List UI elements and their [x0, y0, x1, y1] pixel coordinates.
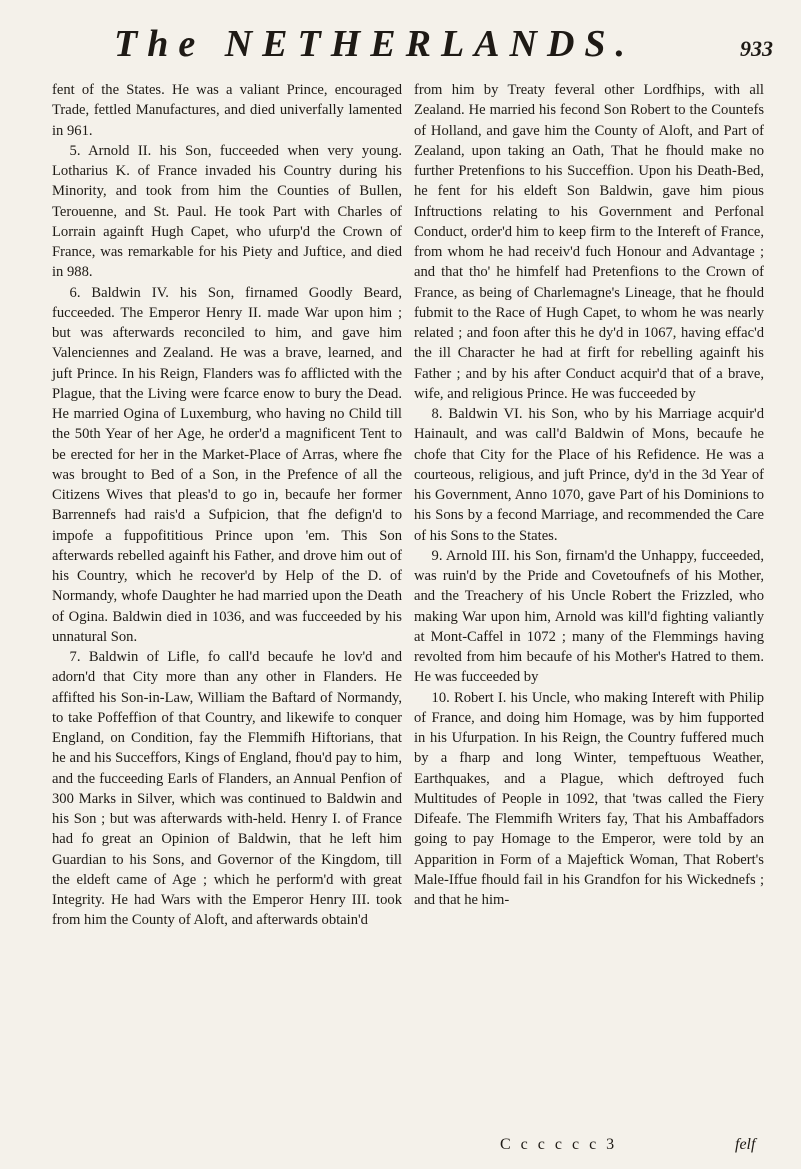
paragraph-arnold-i-end: fent of the States. He was a valiant Prince, encouraged Trade, fettled Manufactures, and died univerfally lamented in 961.	[52, 82, 402, 139]
paragraph-baldwin-lisle-cont: from him by Treaty feveral other Lordfhips, with all Zealand. He married his fecond Son Robert to the Countefs of Holland, and gave him the County of Aloft, and Part of Zealand, upon taking an Oath, That he fhould make no further Pretenfions to his Succeffion. Upon his Death-Bed, he fent for his eldeft Son Baldwin, gave him pious Inftructions relating to his Government and Perfonal Conduct, order'd him to keep firm to the Intereft of France, from whom he had receiv'd fuch Honour and Advantage ; and that tho' he himfelf had Pretenfions to the Crown of France, as being of Charlemagne's Lineage, that he fhould fubmit to the Race of Hugh Capet, to whom he was nearly related ; and foon after this he dy'd in 1067, having effac'd the ill Character he had at firft for rebelling againft his Father ; and by his after Conduct acquir'd that of a brave, wife, and religious Prince. He was fucceeded by	[414, 82, 764, 402]
paragraph-baldwin-iv: 6. Baldwin IV. his Son, firnamed Goodly Beard, fucceeded. The Emperor Henry II. made War upon him ; but was afterwards reconciled to him, and gave him Valenciennes and Zealand. He was a brave, learned, and juft Prince. In his Reign, Flanders was fo afflicted with the Plague, that the Living were fcarce enow to bury the Dead. He married Ogina of Luxemburg, who having no Child till the 50th Year of her Age, he order'd a magnificent Tent to be erected for her in the Market-Place of Arras, where fhe was brought to Bed of a Son, in the Prefence of all the Citizens Wives that pleas'd to go in, becaufe her former Barrennefs had rais'd a Sufpicion, that fhe defign'd to impofe a fuppofititious Prince upon 'em. This Son afterwards rebelled againft his Father, and drove him out of his Country, which he recover'd by Help of the D. of Normandy, whofe Daughter he had married upon the Death of Ogina. Baldwin died in 1036, and was fucceeded by his unnatural Son.	[52, 284, 402, 645]
signature-mark: C c c c c c 3	[500, 1136, 618, 1153]
page-header	[44, 22, 773, 70]
left-column	[52, 80, 402, 931]
catchword: felf	[735, 1136, 756, 1153]
paragraph-baldwin-vi: 8. Baldwin VI. his Son, who by his Marriage acquir'd Hainault, and was call'd Baldwin of Mons, becaufe he chofe that City for the Place of his Refidence. He was a courteous, religious, and juft Prince, dy'd in the 3d Year of his Government, Anno 1070, gave Part of his Dominions to his Sons by a fecond Marriage, and recommended the Care of his Sons to the States.	[414, 406, 764, 544]
paragraph-arnold-ii: 5. Arnold II. his Son, fucceeded when very young. Lotharius K. of France invaded his Country during his Minority, and took from him the Counties of Bullen, Terouenne, and St. Paul. He took Part with Charles of Lorrain againft Hugh Capet, who ufurp'd the Crown of France, was remarkable for his Piety and Juftice, and died in 988.	[52, 142, 402, 281]
running-head: The NETHERLANDS.	[114, 23, 636, 65]
right-column	[414, 80, 764, 910]
page-number: 933	[740, 36, 773, 61]
paragraph-arnold-iii: 9. Arnold III. his Son, firnam'd the Unhappy, fucceeded, was ruin'd by the Pride and Covetoufnefs of his Mother, and the Treachery of his Uncle Robert the Frizzled, who making War upon him, Arnold was kill'd fighting valiantly at Mont-Caffel in 1072 ; many of the Flemmings having revolted from him becaufe of his Mother's Hatred to them. He was fucceeded by	[414, 547, 764, 686]
paragraph-robert-i: 10. Robert I. his Uncle, who making Intereft with Philip of France, and doing him Homage, was by him fupported in his Ufurpation. In his Reign, the Country fuffered much by a fharp and long Winter, tempeftuous Weather, Earthquakes, and a Plague, which deftroyed fuch Multitudes of People in 1092, that 'twas called the Fiery Difeafe. The Flemmifh Writers fay, That his Ambaffadors going to pay Homage to the Emperor, were told by an Apparition in Form of a Majeftick Woman, That Robert's Male-Iffue fhould fail in his Grandfon for his Wickednefs ; and that he him-	[414, 689, 764, 908]
paragraph-baldwin-of-lisle: 7. Baldwin of Lifle, fo call'd becaufe he lov'd and adorn'd that City more than any other in Flanders. He affifted his Son-in-Law, William the Baftard of Normandy, to take Poffeffion of that Country, and likewife to conquer England, on Condition, fay the Flemmifh Hiftorians, that he and his Succeffors, Kings of England, fhou'd pay to him, and the fucceeding Earls of Flanders, an Annual Penfion of 300 Marks in Silver, which was continued to Baldwin and his Son ; but was afterwards with-held. Henry I. of France had fo great an Opinion of Baldwin, that he left him Guardian to his Sons, and Governor of the Kingdom, till the eldeft came of Age ; which he perform'd with great Integrity. He had Wars with the Emperor Henry III. took from him the County of Aloft, and afterwards obtain'd	[52, 649, 402, 929]
